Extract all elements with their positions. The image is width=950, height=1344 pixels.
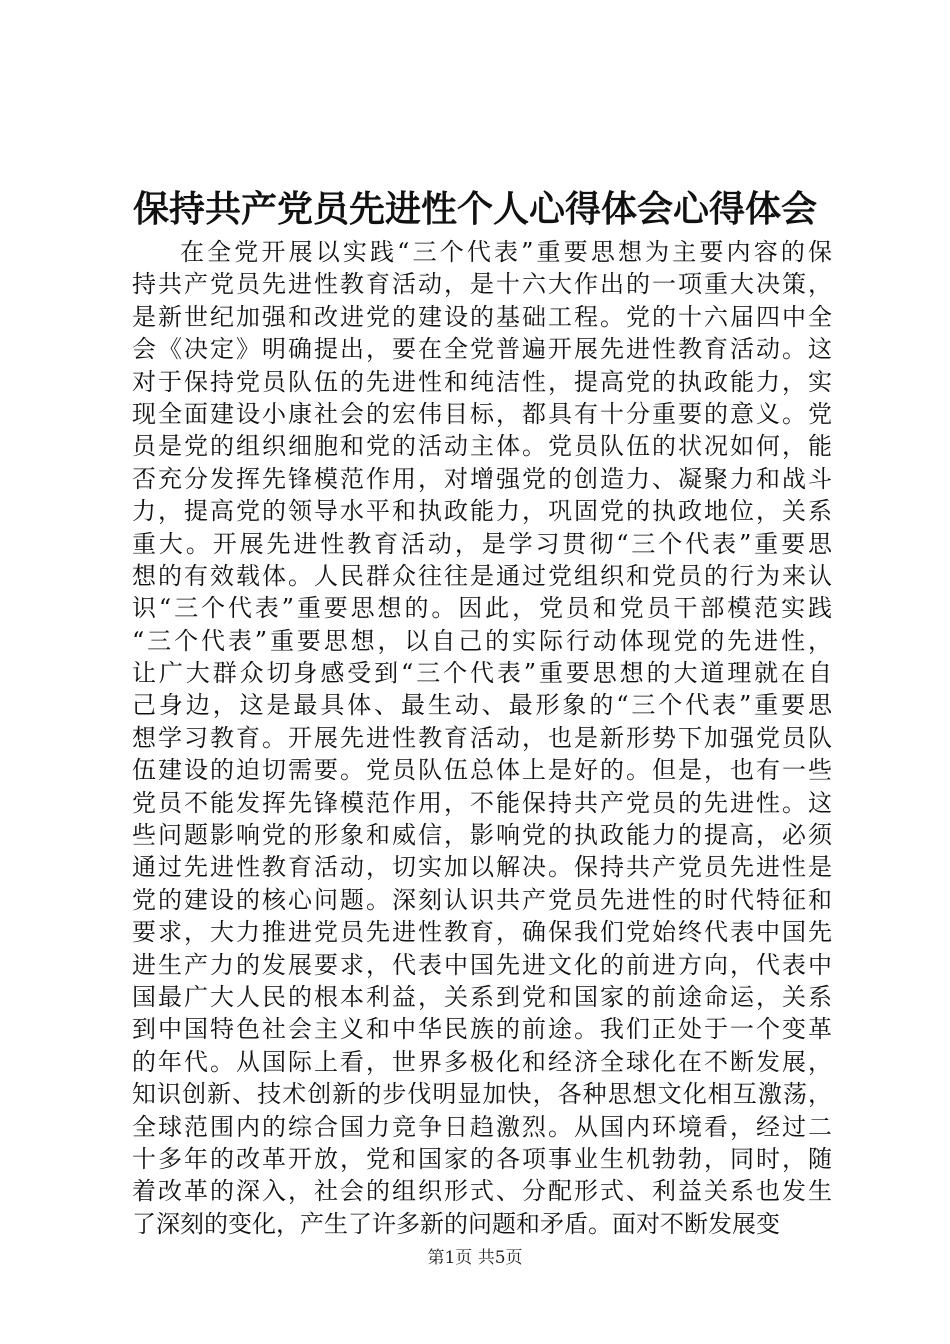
- body-line: 会《决定》明确提出，要在全党普遍开展先进性教育活动。这: [132, 335, 832, 364]
- body-line: 十多年的改革开放，党和国家的各项事业生机勃勃，同时，随: [132, 1144, 832, 1173]
- body-line: 己身边，这是最具体、最生动、最形象的“三个代表”重要思: [132, 691, 832, 720]
- body-line: 进生产力的发展要求，代表中国先进文化的前进方向，代表中: [132, 950, 832, 979]
- page-footer: 第1页 共5页: [427, 1248, 523, 1268]
- body-line: 伍建设的迫切需要。党员队伍总体上是好的。但是，也有一些: [132, 756, 832, 785]
- body-line: 全球范围内的综合国力竞争日趋激烈。从国内环境看，经过二: [132, 1112, 832, 1141]
- body-line: 识“三个代表”重要思想的。因此，党员和党员干部模范实践: [132, 594, 832, 623]
- body-line: 的年代。从国际上看，世界多极化和经济全球化在不断发展，: [132, 1047, 832, 1076]
- body-line: 要求，大力推进党员先进性教育，确保我们党始终代表中国先: [132, 918, 832, 947]
- body-line: 是新世纪加强和改进党的建设的基础工程。党的十六届四中全: [132, 302, 832, 331]
- document-body: [132, 236, 832, 1240]
- body-line: 否充分发挥先锋模范作用，对增强党的创造力、凝聚力和战斗: [132, 464, 832, 493]
- body-line: 重大。开展先进性教育活动，是学习贯彻“三个代表”重要思: [132, 529, 832, 558]
- body-line: 让广大群众切身感受到“三个代表”重要思想的大道理就在自: [132, 659, 832, 688]
- body-line: 了深刻的变化，产生了许多新的问题和矛盾。面对不断发展变: [132, 1209, 780, 1238]
- body-line: 些问题影响党的形象和威信，影响党的执政能力的提高，必须: [132, 821, 832, 850]
- body-line: 党的建设的核心问题。深刻认识共产党员先进性的时代特征和: [132, 885, 832, 914]
- body-line: 在全党开展以实践“三个代表”重要思想为主要内容的保: [180, 238, 832, 266]
- body-line: 想的有效载体。人民群众往往是通过党组织和党员的行为来认: [132, 561, 832, 590]
- body-line: 持共产党员先进性教育活动，是十六大作出的一项重大决策，: [132, 270, 832, 299]
- body-line: 通过先进性教育活动，切实加以解决。保持共产党员先进性是: [132, 853, 832, 882]
- body-line: 到中国特色社会主义和中华民族的前途。我们正处于一个变革: [132, 1015, 832, 1044]
- body-line: “三个代表”重要思想，以自己的实际行动体现党的先进性，: [132, 626, 832, 655]
- body-line: 对于保持党员队伍的先进性和纯洁性，提高党的执政能力，实: [132, 367, 832, 396]
- body-line: 员是党的组织细胞和党的活动主体。党员队伍的状况如何，能: [132, 432, 832, 461]
- body-line: 现全面建设小康社会的宏伟目标，都具有十分重要的意义。党: [132, 399, 832, 428]
- body-line: 党员不能发挥先锋模范作用，不能保持共产党员的先进性。这: [132, 788, 832, 817]
- body-line: 着改革的深入，社会的组织形式、分配形式、利益关系也发生: [132, 1177, 832, 1206]
- body-line: 知识创新、技术创新的步伐明显加快，各种思想文化相互激荡，: [132, 1080, 832, 1109]
- body-line: 想学习教育。开展先进性教育活动，也是新形势下加强党员队: [132, 723, 832, 752]
- body-line: 国最广大人民的根本利益，关系到党和国家的前途命运，关系: [132, 982, 832, 1011]
- document-title: 保持共产党员先进性个人心得体会心得体会: [132, 188, 817, 230]
- body-line: 力，提高党的领导水平和执政能力，巩固党的执政地位，关系: [132, 497, 832, 526]
